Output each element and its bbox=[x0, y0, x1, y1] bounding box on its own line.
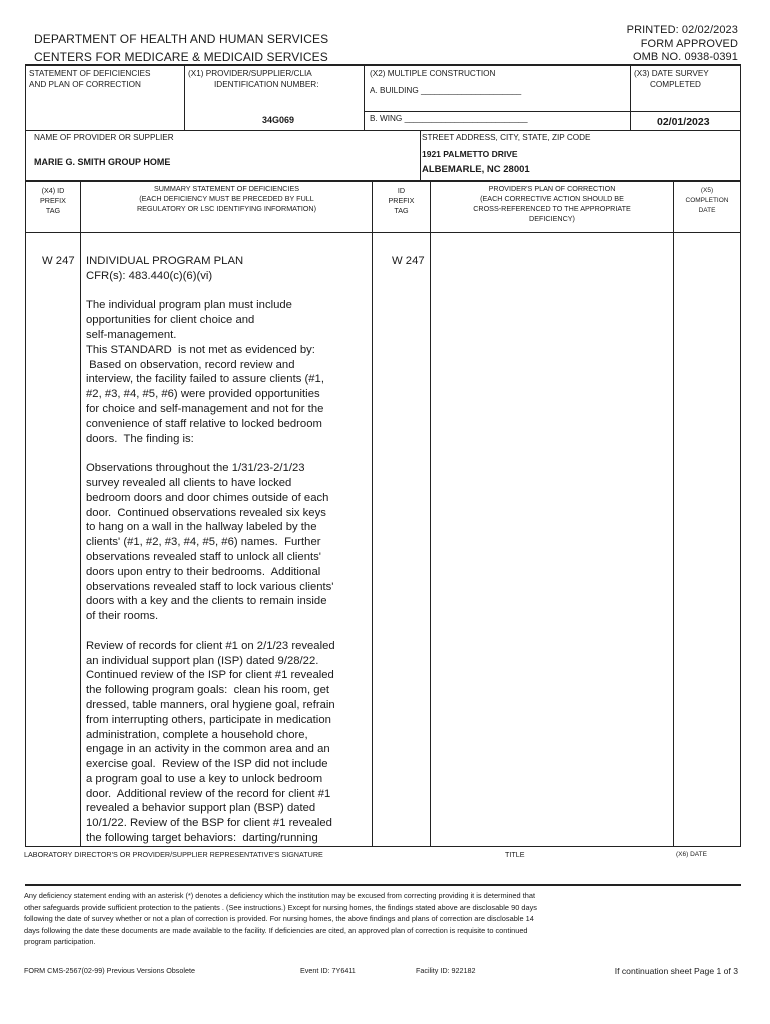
rule bbox=[184, 64, 185, 131]
text-line: Based on observation, record review and bbox=[86, 358, 295, 371]
plan-header-line: DEFICIENCY) bbox=[529, 214, 575, 223]
x4-header-line: PREFIX bbox=[40, 196, 66, 205]
provider-label: NAME OF PROVIDER OR SUPPLIER bbox=[34, 133, 174, 142]
summary-header-line: REGULATORY OR LSC IDENTIFYING INFORMATION) bbox=[136, 204, 317, 213]
col-rule bbox=[372, 180, 373, 846]
text-line: observations revealed staff to unlock all clients' bbox=[86, 550, 321, 563]
x5-header-line: DATE bbox=[698, 207, 716, 214]
rule bbox=[364, 111, 741, 112]
text-line: administration, complete a household chore, bbox=[86, 728, 308, 741]
text-line: of their rooms. bbox=[86, 610, 159, 623]
text-line: bedroom doors and door chimes outside of each bbox=[86, 491, 329, 504]
summary-header bbox=[81, 184, 372, 214]
text-line: interview, the facility failed to assure clients (#1, bbox=[86, 373, 324, 386]
disclaimer-line: program participation. bbox=[24, 937, 96, 947]
survey-date: 02/01/2023 bbox=[657, 116, 710, 128]
x2-building: A. BUILDING ______________________ bbox=[370, 86, 522, 95]
x5-header-line: COMPLETION bbox=[685, 197, 729, 204]
disclaimer-line: other safeguards provide sufficient protection to the patients . (See instructions.) Except for nursing homes, the findings stated above are disclosable 90 days bbox=[24, 902, 537, 912]
deficiency-text bbox=[86, 254, 370, 846]
event-id: Event ID: 7Y6411 bbox=[300, 966, 356, 975]
x4-header bbox=[26, 186, 80, 216]
summary-header-line: (EACH DEFICIENCY MUST BE PRECEDED BY FULL bbox=[139, 194, 314, 203]
text-line: to hang on a wall in the hallway labeled by the bbox=[86, 521, 317, 534]
disclaimer-line: following the date of survey whether or not a plan of correction is provided. For nursing homes, the above findings and plans of correction are disclosable 14 bbox=[24, 914, 534, 924]
x2-label: (X2) MULTIPLE CONSTRUCTION bbox=[370, 69, 496, 78]
facility-id: Facility ID: 922182 bbox=[416, 966, 476, 975]
text-line: convenience of staff relative to locked bedroom bbox=[86, 417, 322, 430]
plan-tag: W 247 bbox=[392, 255, 425, 267]
rule bbox=[25, 64, 741, 66]
text-line: Observations throughout the 1/31/23-2/1/23 bbox=[86, 462, 305, 475]
text-line: a program goal to use a key to unlock bedroom bbox=[86, 772, 323, 785]
x1-label-line: IDENTIFICATION NUMBER: bbox=[214, 79, 319, 89]
rule bbox=[420, 130, 421, 181]
text-line: Continued review of the ISP for client #1 revealed bbox=[86, 669, 334, 682]
x5-header bbox=[674, 186, 740, 216]
text-line: door. Continued observations revealed six keys bbox=[86, 506, 326, 519]
x3-label bbox=[634, 69, 709, 90]
x4-header-line: (X4) ID bbox=[41, 186, 65, 195]
col-rule bbox=[430, 180, 431, 846]
text-line: from interrupting others, participate in medication bbox=[86, 713, 331, 726]
paragraph-3 bbox=[86, 639, 370, 846]
disclaimer-line: Any deficiency statement ending with an asterisk (*) denotes a deficiency which the institution may be excused from correcting providing it is determined that bbox=[24, 891, 536, 900]
statement-label bbox=[29, 69, 150, 90]
form-approved: FORM APPROVED bbox=[640, 38, 738, 50]
text-line: engage in an activity in the common area and an bbox=[86, 743, 330, 756]
statement-label-line: AND PLAN OF CORRECTION bbox=[29, 79, 141, 89]
text-line: the following target behaviors: darting/running bbox=[86, 832, 318, 845]
summary-header-line: SUMMARY STATEMENT OF DEFICIENCIES bbox=[153, 184, 300, 193]
text-line: Review of records for client #1 on 2/1/23 revealed bbox=[86, 639, 335, 652]
rule bbox=[25, 130, 741, 131]
text-line: survey revealed all clients to have locked bbox=[86, 476, 292, 489]
id-header bbox=[373, 186, 430, 216]
text-line: the following program goals: clean his room, get bbox=[86, 684, 330, 697]
text-line: The individual program plan must include bbox=[86, 299, 292, 312]
form-number: FORM CMS-2567(02-99) Previous Versions Obsolete bbox=[24, 966, 195, 975]
x3-label-line: (X3) DATE SURVEY bbox=[634, 69, 709, 78]
rule bbox=[25, 232, 741, 233]
text-line: exercise goal. Review of the ISP did not include bbox=[86, 758, 328, 771]
border-left bbox=[25, 64, 26, 846]
plan-header-line: CROSS-REFERENCED TO THE APPROPRIATE bbox=[473, 204, 631, 213]
disclaimer bbox=[24, 890, 740, 948]
x5-header-line: (X5) bbox=[700, 187, 714, 194]
x2-wing: B. WING ___________________________ bbox=[370, 114, 528, 123]
date-label: (X6) DATE bbox=[676, 851, 707, 858]
id-header-line: PREFIX bbox=[388, 196, 415, 205]
provider-id: 34G069 bbox=[262, 115, 295, 125]
statement-label-line: STATEMENT OF DEFICIENCIES bbox=[29, 69, 151, 78]
address-line1: 1921 PALMETTO DRIVE bbox=[422, 149, 518, 159]
text-line: clients' (#1, #2, #3, #4, #5, #6) names. Further bbox=[86, 536, 321, 549]
text-line: for choice and self-management and not for the bbox=[86, 402, 324, 415]
text-line: opportunities for client choice and bbox=[86, 314, 255, 327]
continuation-note: If continuation sheet Page 1 of 3 bbox=[614, 966, 738, 976]
text-line: revealed a behavior support plan (BSP) dated bbox=[86, 802, 316, 815]
text-line: 10/1/22. Review of the BSP for client #1 revealed bbox=[86, 817, 332, 830]
text-line: dressed, table manners, oral hygiene goal, refrain bbox=[86, 698, 335, 711]
x4-header-line: TAG bbox=[45, 206, 61, 215]
text-line: doors. The finding is: bbox=[86, 432, 194, 445]
x1-label bbox=[188, 69, 318, 90]
rule bbox=[630, 64, 631, 131]
rule bbox=[25, 180, 741, 182]
deficiency-title: INDIVIDUAL PROGRAM PLAN bbox=[86, 255, 244, 267]
deficiency-tag: W 247 bbox=[42, 255, 75, 267]
paragraph-1 bbox=[86, 298, 370, 446]
text-line: observations revealed staff to lock various clients' bbox=[86, 580, 334, 593]
omb-number: OMB NO. 0938-0391 bbox=[632, 51, 738, 63]
text-line: an individual support plan (ISP) dated 9/28/22. bbox=[86, 654, 319, 667]
agency-title: CENTERS FOR MEDICARE & MEDICAID SERVICES bbox=[34, 50, 328, 64]
deficiency-cfr: CFR(s): 483.440(c)(6)(vi) bbox=[86, 269, 213, 282]
signature-label: LABORATORY DIRECTOR'S OR PROVIDER/SUPPLIER REPRESENTATIVE'S SIGNATURE bbox=[24, 850, 323, 859]
x1-label-line: (X1) PROVIDER/SUPPLIER/CLIA bbox=[188, 69, 312, 78]
rule bbox=[25, 846, 741, 847]
text-line: door. Additional review of the record for client #1 bbox=[86, 787, 331, 800]
x3-label-line: COMPLETED bbox=[650, 79, 701, 89]
address-line2: ALBEMARLE, NC 28001 bbox=[422, 164, 530, 175]
text-line: #2, #3, #4, #5, #6) were provided opportunities bbox=[86, 388, 320, 401]
address-label: STREET ADDRESS, CITY, STATE, ZIP CODE bbox=[422, 133, 591, 142]
col-rule bbox=[673, 180, 674, 846]
id-header-line: TAG bbox=[394, 206, 409, 215]
department-title: DEPARTMENT OF HEALTH AND HUMAN SERVICES bbox=[34, 32, 329, 46]
paragraph-2 bbox=[86, 461, 370, 624]
text-line: self-management. bbox=[86, 328, 177, 341]
provider-name: MARIE G. SMITH GROUP HOME bbox=[34, 157, 171, 167]
col-rule bbox=[80, 180, 81, 846]
plan-header-line: PROVIDER'S PLAN OF CORRECTION bbox=[488, 184, 616, 193]
border-right bbox=[740, 64, 741, 846]
rule bbox=[364, 64, 365, 131]
plan-header bbox=[431, 184, 673, 224]
rule bbox=[25, 884, 741, 886]
disclaimer-line: days following the date these documents are made available to the facility. If deficiencies are cited, an approved plan of correction is requisite to continued bbox=[24, 925, 528, 935]
printed-date: PRINTED: 02/02/2023 bbox=[626, 24, 738, 36]
text-line: This STANDARD is not met as evidenced by: bbox=[86, 343, 315, 356]
id-header-line: ID bbox=[397, 186, 406, 195]
text-line: doors upon entry to their bedrooms. Additional bbox=[86, 565, 321, 578]
text-line: doors with a key and the clients to remain inside bbox=[86, 595, 327, 608]
plan-header-line: (EACH CORRECTIVE ACTION SHOULD BE bbox=[480, 194, 624, 203]
title-label: TITLE bbox=[505, 850, 525, 859]
